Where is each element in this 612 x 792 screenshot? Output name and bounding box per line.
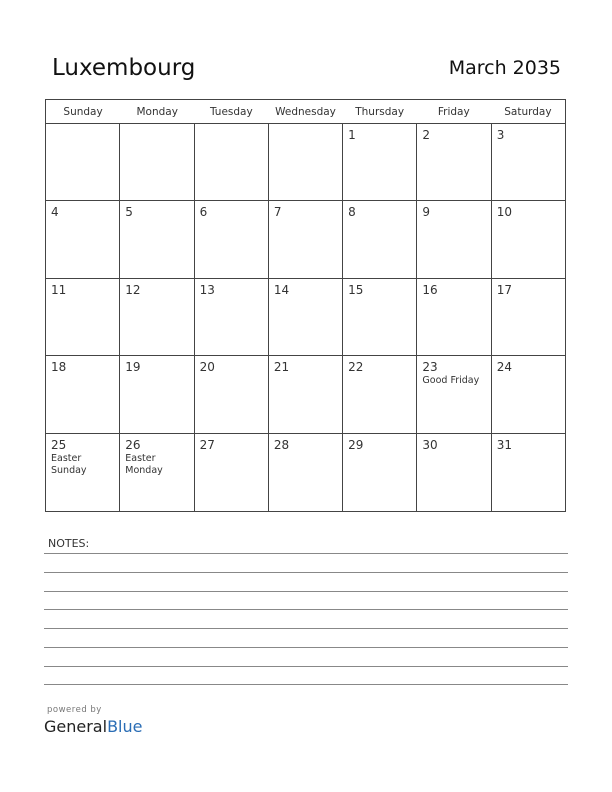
week-row-1 [46, 124, 565, 201]
day-number: 29 [348, 437, 364, 452]
day-number: 14 [273, 282, 290, 297]
week-row-2 [46, 201, 565, 278]
day-number: 1 [348, 128, 356, 142]
weekday-sunday: Sunday [63, 106, 103, 118]
day-cell [46, 124, 120, 200]
weekday-monday: Monday [136, 106, 178, 118]
week-row-3 [46, 279, 565, 356]
calendar-grid [45, 99, 566, 512]
day-cell [492, 356, 565, 432]
day-cell [120, 124, 194, 200]
day-cell [492, 434, 565, 511]
day-number: 27 [199, 437, 215, 452]
day-cell [195, 201, 269, 277]
day-cell [417, 434, 491, 511]
day-number: 23 [422, 360, 438, 375]
day-number: 21 [273, 360, 290, 375]
day-cell [417, 279, 491, 355]
day-cell [195, 434, 269, 511]
generalblue-logo [44, 717, 142, 736]
weekday-header-row [46, 100, 565, 124]
day-cell [120, 201, 194, 277]
weekday-thursday: Thursday [355, 106, 405, 118]
holiday-label: Good Friday [422, 375, 480, 387]
notes-line [44, 684, 568, 685]
day-number: 15 [348, 282, 364, 297]
day-cell [120, 434, 194, 511]
weekday-saturday: Saturday [504, 106, 552, 118]
day-number: 19 [125, 360, 141, 375]
calendar-month-title: March 2035 [448, 57, 561, 79]
day-cell [269, 356, 343, 432]
day-cell [343, 356, 417, 432]
brand-general: General [44, 717, 108, 736]
notes-line [44, 572, 568, 573]
day-number: 16 [422, 282, 438, 297]
day-number: 7 [273, 205, 282, 220]
brand-blue: Blue [107, 717, 143, 736]
day-number: 9 [422, 205, 431, 220]
day-cell [417, 356, 491, 432]
notes-line [44, 647, 568, 648]
day-cell [492, 201, 565, 277]
day-number: 11 [51, 282, 67, 297]
day-cell [417, 201, 491, 277]
notes-line [44, 553, 568, 554]
day-number: 26 [125, 437, 141, 452]
day-number: 6 [199, 205, 208, 220]
notes-line [44, 628, 568, 629]
day-number: 28 [273, 437, 290, 452]
day-number: 24 [496, 360, 512, 375]
day-cell [343, 124, 417, 200]
calendar-country-title: Luxembourg [52, 55, 196, 81]
holiday-label: Easter Monday [125, 452, 163, 476]
week-row-4 [46, 356, 565, 433]
day-cell [195, 279, 269, 355]
day-cell [343, 201, 417, 277]
holiday-label: Easter Sunday [51, 452, 87, 476]
day-number: 25 [51, 437, 67, 452]
day-number: 30 [422, 437, 438, 452]
day-cell [195, 356, 269, 432]
day-cell [46, 434, 120, 511]
day-cell [269, 201, 343, 277]
day-number: 10 [496, 205, 512, 220]
day-cell [120, 279, 194, 355]
day-number: 12 [125, 282, 141, 297]
day-cell [343, 434, 417, 511]
day-cell [269, 434, 343, 511]
day-number: 4 [51, 205, 59, 220]
day-cell [269, 279, 343, 355]
day-number: 31 [496, 437, 512, 452]
day-cell [46, 279, 120, 355]
day-number: 17 [496, 282, 512, 297]
notes-line [44, 666, 568, 667]
day-number: 2 [422, 128, 431, 142]
day-cell [46, 356, 120, 432]
weekday-wednesday: Wednesday [275, 106, 336, 118]
week-row-5 [46, 434, 565, 511]
day-number: 5 [125, 205, 133, 220]
notes-line [44, 591, 568, 592]
day-cell [120, 356, 194, 432]
weekday-tuesday: Tuesday [209, 106, 253, 118]
day-number: 3 [496, 128, 505, 142]
day-number: 22 [348, 360, 364, 375]
day-number: 18 [51, 360, 67, 375]
notes-label: NOTES: [48, 537, 90, 550]
day-cell [46, 201, 120, 277]
day-cell [417, 124, 491, 200]
day-cell [492, 279, 565, 355]
day-cell [343, 279, 417, 355]
notes-line [44, 609, 568, 610]
day-cell [195, 124, 269, 200]
day-number: 20 [199, 360, 215, 375]
weekday-friday: Friday [437, 106, 470, 118]
day-number: 13 [199, 282, 215, 297]
day-cell [492, 124, 565, 200]
day-cell [269, 124, 343, 200]
day-number: 8 [348, 205, 356, 220]
powered-by-text: powered by [47, 705, 102, 715]
